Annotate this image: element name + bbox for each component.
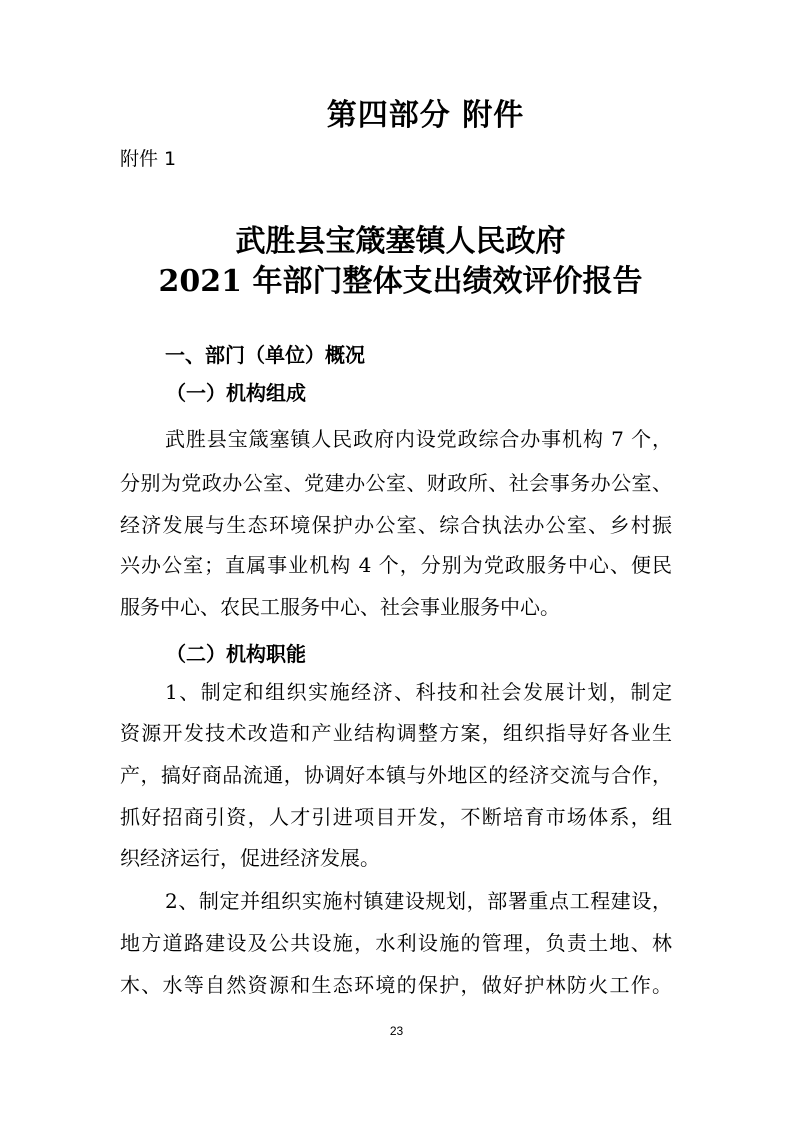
report-title-line-2: 2021 年部门整体支出绩效评价报告: [158, 264, 643, 299]
paragraph-line: 资源开发技术改造和产业结构调整方案，组织指导好各业生: [120, 721, 672, 745]
paragraph-line: 服务中心、农民工服务中心、社会事业服务中心。: [120, 595, 560, 619]
paragraph-line: 抓好招商引资，人才引进项目开发，不断培育市场体系，组: [120, 805, 672, 829]
paragraph-line: 1、制定和组织实施经济、科技和社会发展计划，制定: [165, 680, 672, 704]
paragraph-line: 分别为党政办公室、党建办公室、财政所、社会事务办公室、: [120, 471, 672, 495]
page-number: 23: [389, 1024, 404, 1038]
report-title-line-1: 武胜县宝箴塞镇人民政府: [235, 224, 566, 259]
paragraph-line: 2、制定并组织实施村镇建设规划，部署重点工程建设，: [165, 889, 672, 913]
paragraph-line: 武胜县宝箴塞镇人民政府内设党政综合办事机构 7 个，: [165, 427, 672, 451]
paragraph-line: 木、水等自然资源和生态环境的保护，做好护林防火工作。: [120, 973, 672, 997]
part-title: 第四部分 附件: [326, 98, 525, 133]
paragraph-line: 经济发展与生态环境保护办公室、综合执法办公室、乡村振: [120, 513, 672, 537]
paragraph-line: 地方道路建设及公共设施，水利设施的管理，负责土地、林: [120, 931, 672, 955]
paragraph-line: 织经济运行，促进经济发展。: [120, 846, 380, 870]
paragraph-line: 产，搞好商品流通，协调好本镇与外地区的经济交流与合作，: [120, 763, 672, 787]
paragraph-line: 兴办公室；直属事业机构 4 个，分别为党政服务中心、便民: [120, 553, 672, 577]
subsection-heading-functions: （二）机构职能: [166, 642, 306, 666]
subsection-heading-organization: （一）机构组成: [166, 381, 306, 405]
section-heading-overview: 一、部门（单位）概况: [165, 343, 365, 367]
attachment-label: 附件 1: [120, 148, 177, 170]
